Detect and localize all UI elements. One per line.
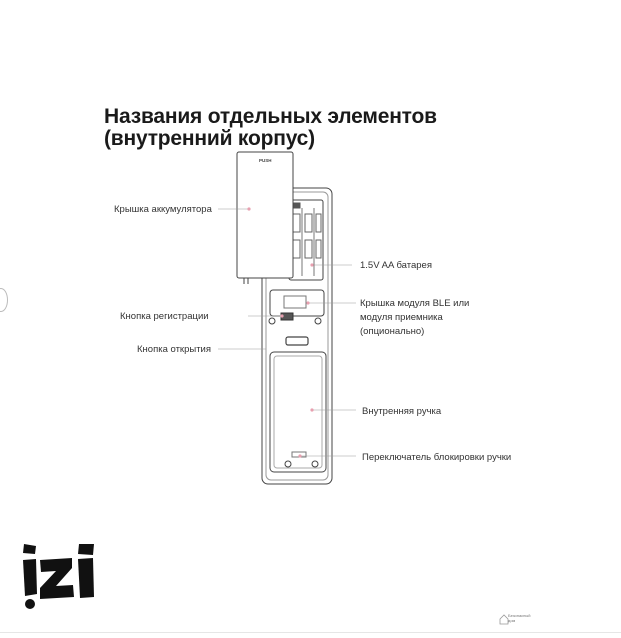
battery-cell-2 [305,214,312,232]
push-label: PUSH [259,158,272,163]
dot-register [280,314,283,317]
screw-left [269,318,275,324]
label-open-button: Кнопка открытия [137,344,211,355]
battery-cell-6 [316,240,321,258]
bottom-divider [0,632,621,633]
label-ble-cover-line2: модуля приемника [360,312,443,323]
dot-ble-cover [306,301,309,304]
logo-i2-stem [78,558,94,598]
dot-battery-cover [247,207,250,210]
dot-lock-switch [298,454,301,457]
label-lock-switch: Переключатель блокировки ручки [362,452,512,463]
watermark-text: Безопасный дом [508,613,531,623]
battery-contact [294,203,300,208]
label-inner-handle: Внутренняя ручка [362,406,442,417]
screw-bottom-left [285,461,291,467]
label-battery-cover: Крышка аккумулятора [114,204,212,215]
inner-handle [270,352,326,472]
screw-right [315,318,321,324]
battery-cell-3 [293,240,300,258]
battery-cell-5 [316,214,321,232]
logo-i1-stem [23,559,37,596]
open-button [286,337,308,345]
logo-z [40,558,74,599]
label-ble-cover-line3: (опционально) [360,326,425,337]
title-line-1: Названия отдельных элементов [104,105,437,128]
dot-handle [310,408,313,411]
screw-bottom-right [312,461,318,467]
dot-battery [310,263,313,266]
battery-cover-panel [237,152,293,278]
battery-cell-1 [293,214,300,232]
battery-cell-4 [305,240,312,258]
label-register-button: Кнопка регистрации [120,311,209,322]
label-battery: 1.5V AA батарея [360,260,432,271]
title-line-2: (внутренний корпус) [104,127,315,150]
ble-module-tab [284,296,306,308]
izi-logo [18,542,102,614]
logo-i1-dot [23,544,36,554]
label-ble-cover-line1: Крышка модуля BLE или [360,298,470,309]
inner-handle-inner [274,356,322,468]
logo-i1-mark [25,599,35,609]
logo-i2-dot [78,544,94,555]
